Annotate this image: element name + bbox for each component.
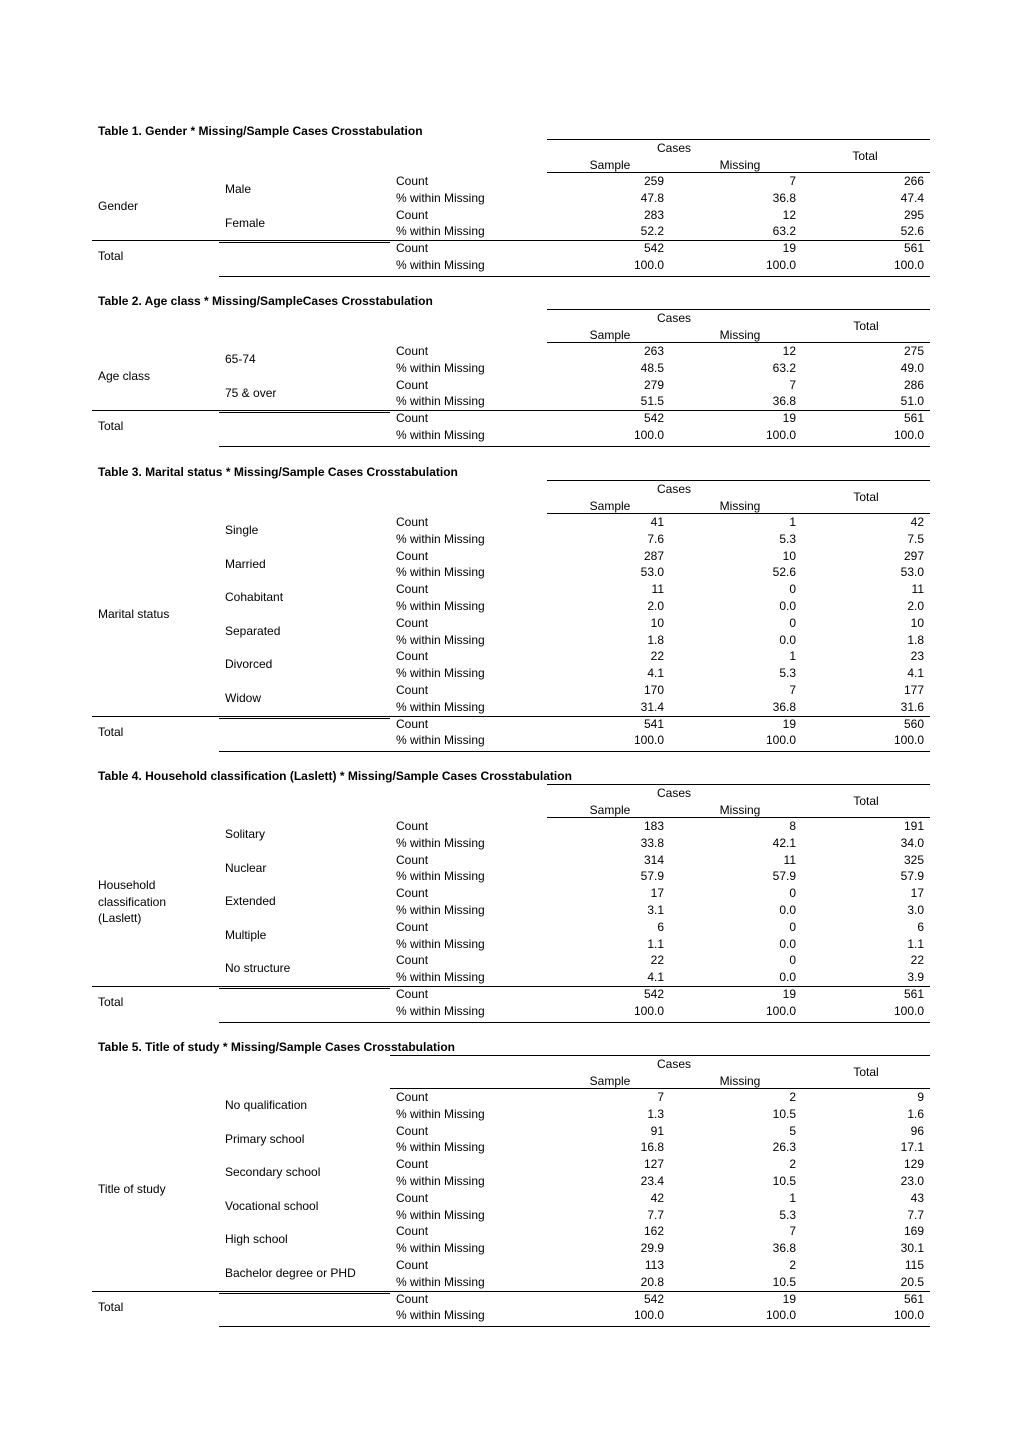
total-rule xyxy=(92,1291,930,1292)
pct-cell: 16.8 xyxy=(640,1140,664,1155)
total-count-cell: 561 xyxy=(903,987,924,1001)
cases-header: Cases xyxy=(656,1057,691,1071)
missing-header: Missing xyxy=(719,158,761,172)
count-cell: 170 xyxy=(643,683,664,697)
pct-cell: 0.0 xyxy=(779,599,796,613)
stat-label: % within Missing xyxy=(396,599,485,613)
header-bottom-rule xyxy=(547,342,930,343)
category-label: Separated xyxy=(225,623,281,638)
stat-label: % within Missing xyxy=(396,666,485,681)
stat-label: Count xyxy=(396,1291,429,1306)
category-label: Nuclear xyxy=(225,860,267,875)
pct-cell: 52.2 xyxy=(640,224,664,239)
pct-cell: 33.8 xyxy=(640,835,664,850)
stat-label: Count xyxy=(396,1258,429,1272)
pct-cell: 26.3 xyxy=(772,1140,796,1155)
pct-cell: 63.2 xyxy=(772,360,796,375)
total-label: Total xyxy=(98,995,124,1009)
stat-label: % within Missing xyxy=(396,565,485,580)
pct-cell: 29.9 xyxy=(640,1241,664,1256)
total-count-cell: 542 xyxy=(643,241,664,256)
header-bottom-rule xyxy=(547,513,930,514)
total-pct-cell: 100.0 xyxy=(633,258,664,272)
total-pct-cell: 100.0 xyxy=(633,1003,664,1018)
pct-cell: 53.0 xyxy=(900,565,924,580)
count-cell: 1 xyxy=(789,1190,796,1205)
count-cell: 183 xyxy=(643,819,664,833)
category-label: 65-74 xyxy=(225,352,256,366)
header-top-rule xyxy=(547,480,930,481)
header-top-rule xyxy=(547,139,930,140)
count-cell: 11 xyxy=(783,852,796,867)
stat-label: % within Missing xyxy=(396,1274,485,1289)
header-top-rule xyxy=(547,309,930,310)
stat-label: Count xyxy=(396,919,429,934)
count-cell: 7 xyxy=(789,174,796,188)
total-count-cell: 19 xyxy=(782,411,796,426)
total-count-cell: 561 xyxy=(903,1291,924,1306)
table-bottom-rule xyxy=(219,751,930,752)
category-label: High school xyxy=(225,1232,288,1247)
pct-cell: 31.4 xyxy=(640,699,664,714)
count-cell: 11 xyxy=(651,582,664,597)
stat-label: % within Missing xyxy=(396,258,485,272)
stat-label: % within Missing xyxy=(396,1174,485,1188)
total-header: Total xyxy=(852,149,878,163)
total-pct-cell: 100.0 xyxy=(765,258,796,272)
missing-header: Missing xyxy=(719,1074,761,1088)
sample-header: Sample xyxy=(589,1074,631,1088)
stat-label: % within Missing xyxy=(396,632,485,647)
category-label: Vocational school xyxy=(225,1198,319,1213)
total-label: Total xyxy=(98,1299,124,1314)
stat-label: Count xyxy=(396,1123,429,1138)
stat-label: Count xyxy=(396,344,429,358)
count-cell: 295 xyxy=(903,207,924,222)
pct-cell: 7.7 xyxy=(907,1207,924,1222)
category-label: No structure xyxy=(225,961,291,976)
category-label: Divorced xyxy=(225,657,273,672)
cases-header: Cases xyxy=(656,786,691,800)
pct-cell: 34.0 xyxy=(900,835,924,850)
total-pct-cell: 100.0 xyxy=(765,428,796,442)
stat-label: Count xyxy=(396,615,429,630)
pct-cell: 0.0 xyxy=(779,903,796,917)
total-pct-cell: 100.0 xyxy=(765,1003,796,1018)
total-pct-cell: 100.0 xyxy=(633,733,664,748)
pct-cell: 1.6 xyxy=(907,1106,924,1121)
count-cell: 283 xyxy=(643,207,664,222)
header-top-rule xyxy=(390,1055,930,1056)
count-cell: 12 xyxy=(782,207,796,222)
category-label: Secondary school xyxy=(225,1165,321,1180)
pct-cell: 1.3 xyxy=(647,1106,664,1121)
count-cell: 7 xyxy=(789,1224,796,1239)
count-cell: 22 xyxy=(650,649,664,664)
pct-cell: 10.5 xyxy=(772,1274,796,1289)
pct-cell: 0.0 xyxy=(779,936,796,951)
total-label: Total xyxy=(98,419,124,434)
count-cell: 297 xyxy=(903,548,924,563)
pct-cell: 30.1 xyxy=(900,1241,924,1256)
count-cell: 2 xyxy=(789,1258,796,1272)
count-cell: 325 xyxy=(903,852,924,867)
total-label: Total xyxy=(98,724,124,739)
stat-label: Count xyxy=(396,649,429,664)
total-rule xyxy=(92,240,930,241)
count-cell: 1 xyxy=(789,649,796,664)
total-rule xyxy=(92,986,930,987)
stat-label: Count xyxy=(396,819,429,833)
total-count-cell: 542 xyxy=(643,1291,664,1306)
count-cell: 41 xyxy=(650,515,664,529)
stat-label: % within Missing xyxy=(396,1106,485,1121)
pct-cell: 5.3 xyxy=(779,531,796,546)
count-cell: 0 xyxy=(789,582,796,597)
pct-cell: 51.5 xyxy=(640,394,664,409)
stat-label: Count xyxy=(396,207,429,222)
count-cell: 0 xyxy=(789,615,796,630)
total-pct-cell: 100.0 xyxy=(893,1003,924,1018)
count-cell: 129 xyxy=(903,1157,924,1172)
total-inner-rule xyxy=(219,988,390,989)
total-pct-cell: 100.0 xyxy=(893,258,924,272)
count-cell: 7 xyxy=(789,377,796,392)
pct-cell: 49.0 xyxy=(900,360,924,375)
pct-cell: 57.9 xyxy=(772,869,796,884)
total-count-cell: 542 xyxy=(643,987,664,1001)
stat-label: Count xyxy=(396,548,429,563)
total-pct-cell: 100.0 xyxy=(893,428,924,442)
count-cell: 42 xyxy=(910,515,924,529)
stat-label: Count xyxy=(396,716,429,731)
count-cell: 127 xyxy=(643,1157,664,1172)
cases-header: Cases xyxy=(656,141,691,155)
count-cell: 43 xyxy=(910,1190,924,1205)
total-count-cell: 19 xyxy=(782,241,796,256)
table-bottom-rule xyxy=(219,1326,930,1327)
cases-header: Cases xyxy=(656,482,691,496)
total-count-cell: 561 xyxy=(903,241,924,256)
category-label: Extended xyxy=(225,894,276,909)
count-cell: 286 xyxy=(903,377,924,392)
cases-header: Cases xyxy=(656,311,691,325)
pct-cell: 31.6 xyxy=(900,699,924,714)
table-bottom-rule xyxy=(219,276,930,277)
count-cell: 7 xyxy=(789,683,796,697)
pct-cell: 57.9 xyxy=(900,869,924,884)
pct-cell: 5.3 xyxy=(779,666,796,681)
total-pct-cell: 100.0 xyxy=(765,1308,796,1323)
total-header: Total xyxy=(853,490,879,504)
count-cell: 7 xyxy=(657,1090,664,1104)
pct-cell: 20.5 xyxy=(900,1274,924,1289)
pct-cell: 42.1 xyxy=(772,835,796,850)
stat-label: % within Missing xyxy=(396,869,485,884)
stat-label: % within Missing xyxy=(396,190,485,205)
count-cell: 10 xyxy=(910,615,924,630)
pct-cell: 0.0 xyxy=(779,970,796,985)
pct-cell: 52.6 xyxy=(900,224,924,239)
count-cell: 2 xyxy=(789,1090,796,1104)
total-pct-cell: 100.0 xyxy=(633,1308,664,1323)
count-cell: 42 xyxy=(650,1190,664,1205)
total-count-cell: 560 xyxy=(903,716,924,731)
count-cell: 279 xyxy=(643,377,664,392)
count-cell: 91 xyxy=(650,1123,664,1138)
count-cell: 10 xyxy=(782,548,796,563)
table-title: Table 2. Age class * Missing/SampleCases Crosstabulation xyxy=(98,294,433,308)
stat-label: Count xyxy=(396,683,429,697)
count-cell: 23 xyxy=(910,649,924,664)
count-cell: 162 xyxy=(643,1224,664,1239)
count-cell: 5 xyxy=(789,1123,796,1138)
stat-label: % within Missing xyxy=(396,936,485,951)
stat-label: Count xyxy=(396,1157,429,1172)
stat-label: % within Missing xyxy=(396,835,485,850)
stat-label: Count xyxy=(396,1224,429,1239)
count-cell: 275 xyxy=(903,344,924,358)
stat-label: Count xyxy=(396,1090,429,1104)
sample-header: Sample xyxy=(589,328,631,342)
count-cell: 259 xyxy=(643,174,664,188)
total-pct-cell: 100.0 xyxy=(765,733,796,748)
count-cell: 12 xyxy=(782,344,796,358)
table-bottom-rule xyxy=(219,1022,930,1023)
sample-header: Sample xyxy=(589,803,631,817)
header-bottom-rule xyxy=(547,817,930,818)
count-cell: 0 xyxy=(789,953,796,968)
pct-cell: 1.1 xyxy=(647,936,664,951)
count-cell: 22 xyxy=(910,953,924,968)
pct-cell: 63.2 xyxy=(772,224,796,239)
stat-label: % within Missing xyxy=(396,224,485,239)
pct-cell: 36.8 xyxy=(772,394,796,409)
stat-label: Count xyxy=(396,886,429,901)
table-title: Table 1. Gender * Missing/Sample Cases Crosstabulation xyxy=(98,124,423,138)
total-header: Total xyxy=(853,319,879,333)
total-count-cell: 19 xyxy=(782,716,796,731)
category-label: Female xyxy=(225,215,266,230)
category-label: Married xyxy=(225,556,266,571)
category-label: Widow xyxy=(225,691,262,705)
total-pct-cell: 100.0 xyxy=(633,428,664,442)
category-label: Cohabitant xyxy=(225,590,284,605)
stat-label: % within Missing xyxy=(396,1003,485,1018)
missing-header: Missing xyxy=(719,328,761,342)
pct-cell: 7.5 xyxy=(907,531,924,546)
pct-cell: 53.0 xyxy=(640,565,664,580)
pct-cell: 47.8 xyxy=(640,190,664,205)
count-cell: 314 xyxy=(643,852,664,867)
pct-cell: 5.3 xyxy=(779,1207,796,1222)
total-header: Total xyxy=(853,1065,879,1079)
stat-label: % within Missing xyxy=(396,1241,485,1256)
variable-label: Marital status xyxy=(98,607,170,622)
category-label: Primary school xyxy=(225,1131,305,1146)
category-label: Single xyxy=(225,523,259,537)
variable-label: (Laslett) xyxy=(98,911,142,926)
variable-label: Gender xyxy=(98,199,139,214)
table-bottom-rule xyxy=(219,446,930,447)
pct-cell: 7.6 xyxy=(647,531,664,546)
stat-label: % within Missing xyxy=(396,903,485,917)
count-cell: 0 xyxy=(789,886,796,901)
stat-label: Count xyxy=(396,411,429,426)
stat-label: Count xyxy=(396,515,429,529)
stat-label: % within Missing xyxy=(396,360,485,375)
count-cell: 96 xyxy=(910,1123,924,1138)
count-cell: 2 xyxy=(789,1157,796,1172)
stat-label: % within Missing xyxy=(396,733,485,748)
pct-cell: 1.8 xyxy=(647,632,664,647)
total-rule xyxy=(92,716,930,717)
pct-cell: 47.4 xyxy=(900,190,924,205)
pct-cell: 23.0 xyxy=(900,1174,924,1188)
stat-label: % within Missing xyxy=(396,1308,485,1323)
total-count-cell: 19 xyxy=(782,987,796,1001)
stat-label: % within Missing xyxy=(396,970,485,985)
total-pct-cell: 100.0 xyxy=(893,733,924,748)
total-count-cell: 19 xyxy=(782,1291,796,1306)
stat-label: Count xyxy=(396,174,429,188)
pct-cell: 4.1 xyxy=(647,666,664,681)
count-cell: 1 xyxy=(789,515,796,529)
count-cell: 9 xyxy=(917,1090,924,1104)
count-cell: 177 xyxy=(903,683,924,697)
stat-label: Count xyxy=(396,377,429,392)
pct-cell: 4.1 xyxy=(647,970,664,985)
pct-cell: 52.6 xyxy=(772,565,796,580)
total-inner-rule xyxy=(219,242,390,243)
stat-label: % within Missing xyxy=(396,1207,485,1222)
total-count-cell: 541 xyxy=(643,716,664,731)
pct-cell: 1.8 xyxy=(907,632,924,647)
stat-label: Count xyxy=(396,852,429,867)
pct-cell: 10.5 xyxy=(772,1106,796,1121)
sample-header: Sample xyxy=(589,158,631,172)
category-label: No qualification xyxy=(225,1098,308,1112)
missing-header: Missing xyxy=(719,803,761,817)
pct-cell: 4.1 xyxy=(907,666,924,681)
count-cell: 113 xyxy=(644,1258,664,1272)
stat-label: % within Missing xyxy=(396,394,485,409)
pct-cell: 2.0 xyxy=(907,599,924,613)
table-title: Table 5. Title of study * Missing/Sample Cases Crosstabulation xyxy=(98,1040,455,1054)
count-cell: 8 xyxy=(789,819,796,833)
count-cell: 191 xyxy=(903,819,924,833)
pct-cell: 48.5 xyxy=(640,360,664,375)
category-label: Solitary xyxy=(225,827,266,841)
missing-header: Missing xyxy=(719,499,761,513)
pct-cell: 1.1 xyxy=(907,936,924,951)
pct-cell: 0.0 xyxy=(779,632,796,647)
total-inner-rule xyxy=(219,1293,390,1294)
total-label: Total xyxy=(98,249,124,264)
pct-cell: 36.8 xyxy=(772,699,796,714)
category-label: Bachelor degree or PHD xyxy=(225,1266,356,1280)
pct-cell: 3.1 xyxy=(647,903,664,917)
stat-label: Count xyxy=(396,953,429,968)
category-label: Male xyxy=(225,182,252,196)
stat-label: Count xyxy=(396,1190,429,1205)
total-count-cell: 561 xyxy=(903,411,924,426)
count-cell: 11 xyxy=(911,582,924,597)
header-bottom-rule xyxy=(547,172,930,173)
total-count-cell: 542 xyxy=(643,411,664,426)
stat-label: Count xyxy=(396,582,429,597)
pct-cell: 51.0 xyxy=(900,394,924,409)
pct-cell: 17.1 xyxy=(900,1140,924,1155)
header-bottom-rule xyxy=(390,1088,930,1089)
variable-label: Age class xyxy=(98,369,151,384)
variable-label: classification xyxy=(98,894,167,909)
stat-label: % within Missing xyxy=(396,699,485,714)
sample-header: Sample xyxy=(589,499,631,513)
category-label: 75 & over xyxy=(225,385,277,400)
count-cell: 6 xyxy=(657,919,664,934)
total-pct-cell: 100.0 xyxy=(893,1308,924,1323)
pct-cell: 7.7 xyxy=(647,1207,664,1222)
count-cell: 115 xyxy=(904,1258,924,1272)
stat-label: % within Missing xyxy=(396,428,485,442)
count-cell: 17 xyxy=(910,886,924,901)
count-cell: 22 xyxy=(650,953,664,968)
pct-cell: 20.8 xyxy=(640,1274,664,1289)
count-cell: 10 xyxy=(650,615,664,630)
stat-label: Count xyxy=(396,987,429,1001)
pct-cell: 36.8 xyxy=(772,1241,796,1256)
stat-label: % within Missing xyxy=(396,531,485,546)
category-label: Multiple xyxy=(225,927,267,942)
count-cell: 287 xyxy=(643,548,664,563)
count-cell: 6 xyxy=(917,919,924,934)
stat-label: % within Missing xyxy=(396,1140,485,1155)
table-title: Table 3. Marital status * Missing/Sample Cases Crosstabulation xyxy=(98,465,458,479)
total-rule xyxy=(92,410,930,411)
table-title: Table 4. Household classification (Laslett) * Missing/Sample Cases Crosstabulation xyxy=(98,769,572,783)
total-inner-rule xyxy=(219,412,390,413)
total-header: Total xyxy=(853,794,879,808)
count-cell: 263 xyxy=(643,344,664,358)
pct-cell: 23.4 xyxy=(640,1174,664,1188)
pct-cell: 10.5 xyxy=(772,1174,796,1188)
pct-cell: 3.0 xyxy=(907,903,924,917)
total-inner-rule xyxy=(219,718,390,719)
header-top-rule xyxy=(547,784,930,785)
pct-cell: 3.9 xyxy=(907,970,924,985)
variable-label: Household xyxy=(98,877,156,892)
count-cell: 17 xyxy=(650,886,664,901)
count-cell: 266 xyxy=(903,174,924,188)
stat-label: Count xyxy=(396,241,429,256)
count-cell: 169 xyxy=(903,1224,924,1239)
variable-label: Title of study xyxy=(98,1182,166,1197)
pct-cell: 36.8 xyxy=(772,190,796,205)
pct-cell: 2.0 xyxy=(647,599,664,613)
count-cell: 0 xyxy=(789,919,796,934)
pct-cell: 57.9 xyxy=(640,869,664,884)
